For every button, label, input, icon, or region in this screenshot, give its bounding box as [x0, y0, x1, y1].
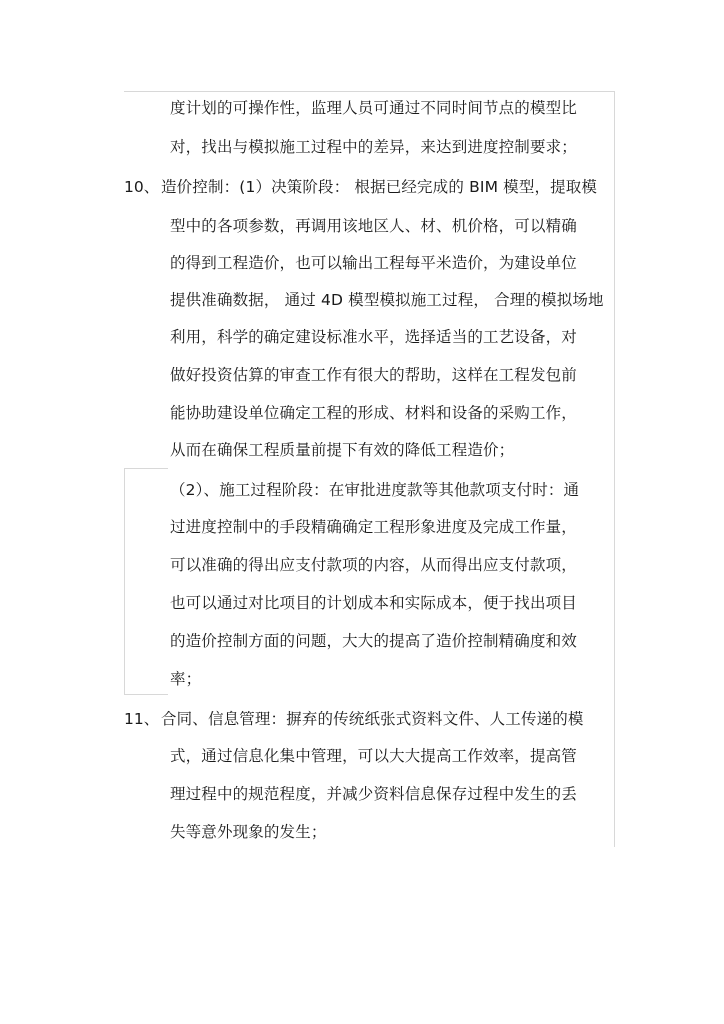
paragraph-line: 型中的各项参数，再调用该地区人、材、机价格，可以精确	[170, 217, 577, 235]
paragraph-line: 的造价控制方面的问题，大大的提高了造价控制精确度和效	[170, 632, 577, 650]
subsection-border-left	[124, 468, 125, 694]
page-border-top	[124, 91, 614, 92]
paragraph-line: 过进度控制中的手段精确确定工程形象进度及完成工作量，	[170, 518, 577, 536]
paragraph-line: 率；	[170, 670, 202, 688]
paragraph-line: 合同、信息管理：摒弃的传统纸张式资料文件、人工传递的模	[161, 710, 584, 728]
paragraph-line: 的得到工程造价，也可以输出工程每平米造价，为建设单位	[170, 254, 577, 272]
paragraph-line: 可以准确的得出应支付款项的内容，从而得出应支付款项，	[170, 556, 577, 574]
paragraph-line: 也可以通过对比项目的计划成本和实际成本，便于找出项目	[170, 594, 577, 612]
subsection-border-bottom	[124, 694, 168, 695]
paragraph-line: 提供准确数据， 通过 4D 模型模拟施工过程， 合理的模拟场地	[170, 291, 604, 309]
paragraph-line: 度计划的可操作性，监理人员可通过不同时间节点的模型比	[170, 99, 577, 117]
paragraph-line: 式，通过信息化集中管理，可以大大提高工作效率，提高管	[170, 747, 577, 765]
page-border-right	[614, 91, 615, 847]
paragraph-line: 利用，科学的确定建设标准水平，选择适当的工艺设备，对	[170, 328, 577, 346]
paragraph-line: （2）、施工过程阶段：在审批进度款等其他款项支付时：通	[170, 481, 580, 499]
item-number: 10、	[124, 178, 160, 196]
paragraph-line: 做好投资估算的审查工作有很大的帮助，这样在工程发包前	[170, 366, 577, 384]
paragraph-line: 理过程中的规范程度，并减少资料信息保存过程中发生的丢	[170, 785, 577, 803]
item-number: 11、	[124, 710, 160, 728]
subsection-border-top	[124, 468, 168, 469]
paragraph-line: 造价控制：(1）决策阶段： 根据已经完成的 BIM 模型，提取模	[161, 178, 598, 196]
paragraph-line: 失等意外现象的发生；	[170, 823, 327, 841]
paragraph-line: 能协助建设单位确定工程的形成、材料和设备的采购工作，	[170, 404, 577, 422]
paragraph-line: 对，找出与模拟施工过程中的差异，来达到进度控制要求；	[170, 138, 577, 156]
paragraph-line: 从而在确保工程质量前提下有效的降低工程造价；	[170, 441, 515, 459]
